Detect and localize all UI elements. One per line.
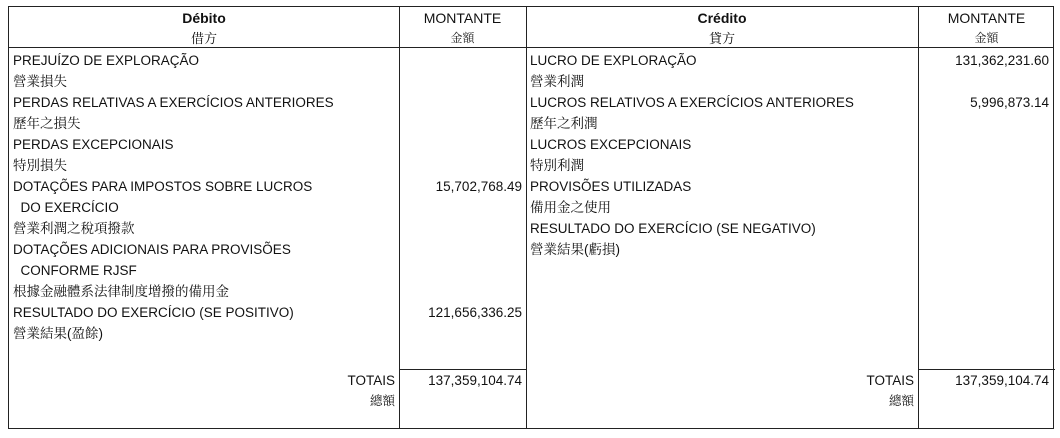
debit-totals-label: TOTAIS bbox=[347, 373, 395, 388]
credit-title-sub: 貸方 bbox=[708, 31, 735, 46]
header-divider bbox=[9, 47, 1053, 48]
debit-totals-value: 137,359,104.74 bbox=[428, 373, 522, 388]
debit-amount: 121,656,336.25 bbox=[428, 305, 522, 320]
credit-line: RESULTADO DO EXERCÍCIO (SE NEGATIVO) bbox=[530, 221, 816, 236]
credit-line: LUCROS EXCEPCIONAIS bbox=[530, 137, 692, 152]
debit-line: PREJUÍZO DE EXPLORAÇÃO bbox=[13, 53, 200, 68]
credit-amount-header: MONTANTE bbox=[947, 10, 1026, 26]
debit-line: DO EXERCÍCIO bbox=[13, 200, 119, 215]
debit-total-line bbox=[399, 369, 526, 370]
debit-line: 營業利潤之稅項撥款 bbox=[13, 221, 135, 236]
debit-line: DOTAÇÕES PARA IMPOSTOS SOBRE LUCROS bbox=[13, 179, 313, 194]
credit-total-line bbox=[918, 369, 1055, 370]
debit-line: 歷年之損失 bbox=[13, 116, 81, 131]
credit-line: 歷年之利潤 bbox=[530, 116, 598, 131]
credit-amount: 5,996,873.14 bbox=[970, 95, 1049, 110]
debit-line: 營業結果(盈餘) bbox=[13, 326, 103, 341]
credit-line: 營業結果(虧損) bbox=[530, 242, 620, 257]
debit-line: 營業損失 bbox=[13, 74, 67, 89]
divider-credit bbox=[526, 7, 527, 428]
debit-line: DOTAÇÕES ADICIONAIS PARA PROVISÕES bbox=[13, 242, 291, 257]
credit-line: 特別利潤 bbox=[530, 158, 584, 173]
debit-line: CONFORME RJSF bbox=[13, 263, 137, 278]
debit-totals-label-sub: 總額 bbox=[369, 394, 395, 408]
credit-line: PROVISÕES UTILIZADAS bbox=[530, 179, 692, 194]
statement-table bbox=[8, 6, 1054, 429]
debit-amount-header: MONTANTE bbox=[423, 10, 502, 26]
credit-totals-value: 137,359,104.74 bbox=[955, 373, 1049, 388]
credit-line: LUCROS RELATIVOS A EXERCÍCIOS ANTERIORES bbox=[530, 95, 854, 110]
credit-totals-label: TOTAIS bbox=[866, 373, 914, 388]
debit-line: 根據金融體系法律制度增撥的備用金 bbox=[13, 284, 229, 299]
debit-title: Débito bbox=[182, 10, 226, 26]
credit-line: 備用金之使用 bbox=[530, 200, 611, 215]
credit-title: Crédito bbox=[697, 10, 747, 26]
credit-amount-header-sub: 金額 bbox=[974, 31, 999, 45]
debit-amount: 15,702,768.49 bbox=[435, 179, 522, 194]
credit-line: LUCRO DE EXPLORAÇÃO bbox=[530, 53, 697, 68]
debit-line: RESULTADO DO EXERCÍCIO (SE POSITIVO) bbox=[13, 305, 294, 320]
debit-amount-header-sub: 金額 bbox=[450, 31, 475, 45]
credit-amount: 131,362,231.60 bbox=[955, 53, 1049, 68]
credit-totals-label-sub: 總額 bbox=[888, 394, 914, 408]
credit-line: 營業利潤 bbox=[530, 74, 584, 89]
debit-title-sub: 借方 bbox=[190, 31, 217, 46]
debit-line: PERDAS EXCEPCIONAIS bbox=[13, 137, 174, 152]
debit-line: PERDAS RELATIVAS A EXERCÍCIOS ANTERIORES bbox=[13, 95, 334, 110]
divider-debit-amount bbox=[399, 7, 400, 428]
debit-line: 特別損失 bbox=[13, 158, 67, 173]
